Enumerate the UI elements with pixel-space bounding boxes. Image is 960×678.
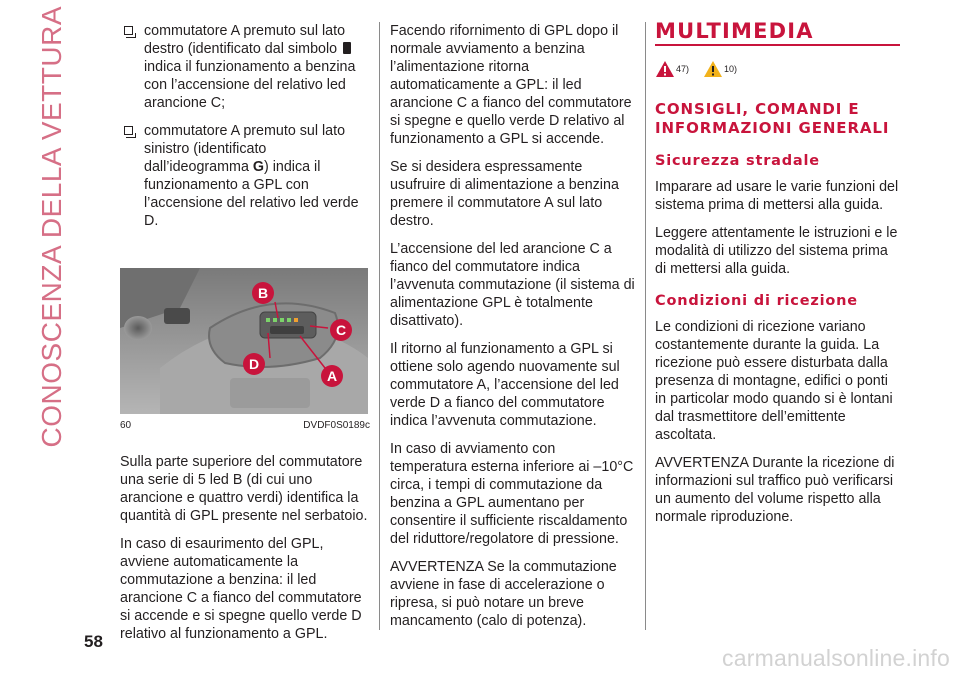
warning-ref-1[interactable] <box>655 60 689 78</box>
bullet-item-gpl <box>120 122 370 230</box>
bullet-2-text: commutatore A premuto sul lato sinistro (identificato dall’ideogramma <box>144 123 346 175</box>
callout-a-label: A <box>326 368 338 384</box>
warning-paragraph: AVVERTENZA Durante la ricezione di informazioni sul traffico può verificarsi un aumento del volume rispetto alla normale riproduzione. <box>655 455 895 525</box>
paragraph: Leggere attentamente le istruzioni e le modalità di utilizzo del sistema prima di mettersi alla guida. <box>655 225 898 277</box>
checkbox-bullet-icon <box>124 26 133 35</box>
paragraph: Facendo rifornimento di GPL dopo il normale avviamento a benzina l’alimentazione ritorna automaticamente a GPL: il led arancione C a fianco del commutatore si spegne e quello verde D relativo al funzionamento a GPL si accende. <box>390 23 632 147</box>
column-1 <box>120 22 370 653</box>
figure-number: 60 <box>120 420 132 431</box>
bullet-1-text: commutatore A premuto sul lato destro (identificato dal simbolo <box>144 23 346 57</box>
warning-paragraph: AVVERTENZA Se la commutazione avviene in fase di accelerazione o ripresa, si può notare un breve mancamento (calo di potenza). <box>390 559 617 629</box>
callout-d-label: D <box>248 356 260 372</box>
fuel-pump-symbol-icon <box>343 42 351 54</box>
section-heading: MULTIMEDIA <box>655 19 814 43</box>
checkbox-bullet-icon <box>124 126 133 135</box>
paragraph: Il ritorno al funzionamento a GPL si ottiene solo agendo nuovamente sul commutatore A, l’accensione del led verde D a fianco del commutatore indica l’avvenuta commutazione. <box>390 341 620 429</box>
column-divider <box>379 22 380 630</box>
dashboard-photo <box>120 268 368 414</box>
bullet-item-petrol <box>120 22 370 112</box>
watermark: carmanualsonline.info <box>722 645 950 671</box>
figure-code: DVDF0S0189c <box>303 420 370 431</box>
column-3 <box>655 19 900 536</box>
column-divider <box>645 22 646 630</box>
paragraph: Le condizioni di ricezione variano costantemente durante la guida. La ricezione può essere disturbata dalla presenza di montagne, edifici o ponti in particolar modo quando si è lontani dal trasmettitore dell’emittente ascoltata. <box>655 319 893 443</box>
paragraph: Sulla parte superiore del commutatore una serie di 5 led B (di cui uno arancione e quattro verdi) identifica la quantità di GPL presente nel serbatoio. <box>120 454 368 524</box>
paragraph: In caso di avviamento con temperatura esterna inferiore ai –10°C circa, i tempi di commutazione da benzina a GPL aumentano per consentire il sufficiente riscaldamento del riduttore/regolatore di pressione. <box>390 441 634 547</box>
bullet-2-bold: G <box>252 159 264 175</box>
callout-c-label: C <box>335 322 347 338</box>
section-title-sicurezza: Sicurezza stradale <box>655 153 820 169</box>
callout-b-label: B <box>257 285 269 301</box>
paragraph: L’accensione del led arancione C a fianco del commutatore indica l’avvenuta commutazione (il sistema di alimentazione GPL è totalmente disattivato). <box>390 241 635 329</box>
figure-caption <box>120 417 370 435</box>
page-number: 58 <box>84 632 103 651</box>
subsection-heading: CONSIGLI, COMANDI E INFORMAZIONI GENERALI <box>655 100 890 137</box>
paragraph: Imparare ad usare le varie funzioni del sistema prima di mettersi alla guida. <box>655 179 899 213</box>
warning-triangle-yellow-icon <box>703 60 723 78</box>
warning-ref-label: 10) <box>724 64 738 74</box>
column-2 <box>390 22 635 640</box>
figure-lpg-switch-photo <box>120 268 368 414</box>
warning-references <box>655 56 900 78</box>
warning-triangle-red-icon <box>655 60 675 78</box>
side-chapter-title <box>6 6 98 448</box>
chapter-title-text: CONOSCENZA DELLA VETTURA <box>36 6 67 448</box>
bullet-2-rest: ) indica il funzionamento a GPL con l’accensione del relativo led verde D. <box>144 159 359 229</box>
heading-rule <box>655 44 900 46</box>
section-title-ricezione: Condizioni di ricezione <box>655 293 858 309</box>
warning-ref-label: 47) <box>676 64 690 74</box>
paragraph: In caso di esaurimento del GPL, avviene automaticamente la commutazione a benzina: il led arancione C a fianco del commutatore si accende e si spegne quello verde D relativo al funzionamento a GPL. <box>120 536 362 642</box>
paragraph: Se si desidera espressamente usufruire di alimentazione a benzina premere il commutatore A sul lato destro. <box>390 159 619 229</box>
warning-ref-2[interactable] <box>703 60 737 78</box>
bullet-1-rest: indica il funzionamento a benzina con l’accensione del relativo led arancione C; <box>144 59 356 111</box>
